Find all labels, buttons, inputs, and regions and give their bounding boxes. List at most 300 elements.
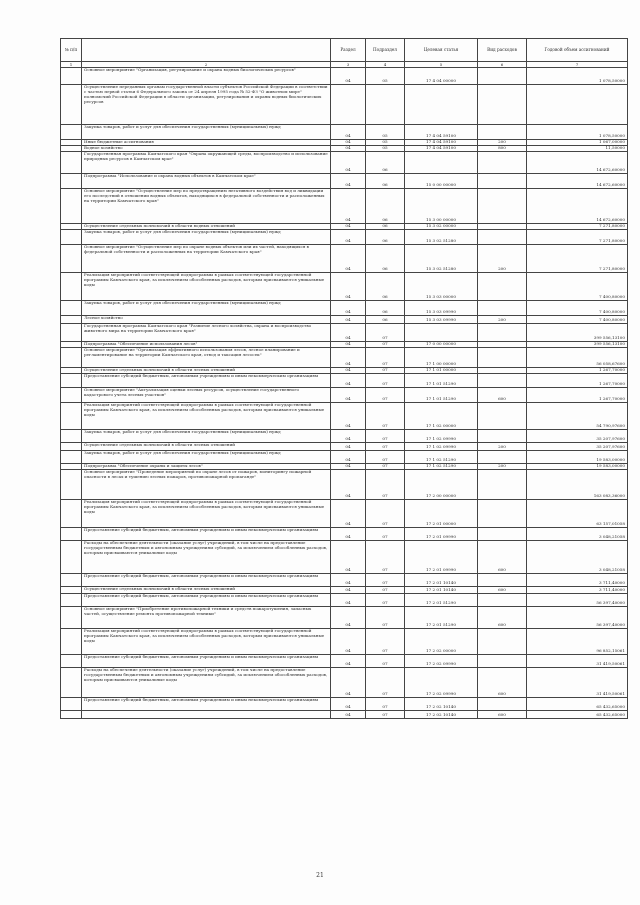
- row-target-article: 17 4 04 59100: [405, 146, 478, 152]
- row-razdel: 04: [331, 470, 366, 500]
- row-expense-type: [478, 451, 527, 464]
- row-name: Осуществление отдельных полномочий в области лесных отношений: [82, 443, 331, 451]
- row-number-cell: [61, 528, 82, 541]
- row-razdel: 04: [331, 574, 366, 587]
- row-expense-type: 600: [478, 388, 527, 403]
- row-target-article: [405, 152, 478, 174]
- row-podrazdel: 06: [366, 152, 405, 174]
- row-podrazdel: 07: [366, 594, 405, 607]
- row-podrazdel: 07: [366, 500, 405, 528]
- row-number-cell: [61, 574, 82, 587]
- row-razdel: 04: [331, 224, 366, 230]
- table-row: [61, 629, 628, 655]
- row-razdel: [331, 85, 366, 125]
- row-name: Иные бюджетные ассигнования: [82, 140, 331, 146]
- row-razdel: 04: [331, 125, 366, 140]
- row-podrazdel: 06: [366, 301, 405, 316]
- row-amount: 56 397,40000: [527, 607, 628, 629]
- page-number: 21: [316, 872, 324, 879]
- row-number-cell: [61, 85, 82, 125]
- row-amount: 1 067,00000: [527, 140, 628, 146]
- row-razdel: 04: [331, 464, 366, 470]
- row-name: Расходы на обеспечение деятельности (оказание услуг) учреждений, в том числе на предоставление государственным бюджетным и автономным учреждениям субсидий, за исключением обособленных расходов, которым присваиваются уникальные коды: [82, 541, 331, 574]
- row-podrazdel: 06: [366, 189, 405, 224]
- row-expense-type: 200: [478, 140, 527, 146]
- row-expense-type: [478, 152, 527, 174]
- row-razdel: 04: [331, 301, 366, 316]
- header-annual-amount: Годовой объем ассигнований: [527, 39, 628, 62]
- row-number-cell: [61, 711, 82, 719]
- row-target-article: 17 2 01 09990: [405, 541, 478, 574]
- row-amount: 31 419,50061: [527, 655, 628, 668]
- row-expense-type: 600: [478, 607, 527, 629]
- row-name: Основное мероприятие "Приобретение противопожарной техники и средств пожаротушения, запасных частей, осуществление ремонта противопожарной техники": [82, 607, 331, 629]
- row-expense-type: 200: [478, 316, 527, 324]
- row-amount: 96 852,15061: [527, 629, 628, 655]
- row-expense-type: 600: [478, 711, 527, 719]
- row-number-cell: [61, 374, 82, 388]
- row-name: Водное хозяйство: [82, 146, 331, 152]
- row-amount: 7 271,80000: [527, 224, 628, 230]
- row-number-cell: [61, 655, 82, 668]
- row-amount: 56 397,40000: [527, 594, 628, 607]
- row-podrazdel: 07: [366, 528, 405, 541]
- row-expense-type: [478, 500, 527, 528]
- row-target-article: 17 1 01 00000: [405, 368, 478, 374]
- row-name: Закупка товаров, работ и услуг для обеспечения государственных (муниципальных) нужд: [82, 430, 331, 443]
- row-podrazdel: 06: [366, 174, 405, 189]
- table-header-row: [61, 39, 628, 62]
- table-row: [61, 668, 628, 698]
- row-podrazdel: 05: [366, 146, 405, 152]
- table-body: [61, 68, 628, 719]
- row-expense-type: [478, 470, 527, 500]
- table-row: [61, 68, 628, 85]
- row-number-cell: [61, 174, 82, 189]
- row-amount: 1 078,50000: [527, 68, 628, 85]
- row-podrazdel: 07: [366, 607, 405, 629]
- row-target-article: 17 4 04 00000: [405, 68, 478, 85]
- row-name: Предоставление субсидий бюджетным, автономным учреждениям и иным некоммерческим организациям: [82, 698, 331, 711]
- row-amount: 7 400,80000: [527, 301, 628, 316]
- row-expense-type: [478, 374, 527, 388]
- row-name: Подпрограмма "Обеспечение охраны и защиты лесов": [82, 464, 331, 470]
- row-podrazdel: 06: [366, 316, 405, 324]
- row-number-cell: [61, 245, 82, 273]
- row-razdel: 04: [331, 316, 366, 324]
- row-name: [82, 711, 331, 719]
- column-number: 3: [331, 62, 366, 68]
- row-amount: 3 048,21058: [527, 528, 628, 541]
- row-amount: 19 583,00000: [527, 464, 628, 470]
- row-number-cell: [61, 629, 82, 655]
- row-expense-type: [478, 528, 527, 541]
- row-name: Государственная программа Камчатского края "Развитие лесного хозяйства, охрана и воспроизводство животного мира на территории Камчатского края": [82, 324, 331, 342]
- row-expense-type: [478, 68, 527, 85]
- header-name: [82, 39, 331, 62]
- row-amount: 7 271,80000: [527, 230, 628, 245]
- row-number-cell: [61, 587, 82, 594]
- row-razdel: 04: [331, 68, 366, 85]
- table-row: [61, 528, 628, 541]
- table-row: [61, 711, 628, 719]
- row-amount: 35 207,97600: [527, 443, 628, 451]
- row-amount: 7 271,80000: [527, 245, 628, 273]
- row-target-article: 15 3 03 09990: [405, 301, 478, 316]
- row-expense-type: 200: [478, 443, 527, 451]
- row-amount: 3 711,40000: [527, 587, 628, 594]
- row-expense-type: [478, 594, 527, 607]
- table-row: [61, 273, 628, 301]
- row-razdel: 04: [331, 368, 366, 374]
- row-podrazdel: [366, 85, 405, 125]
- column-number: 7: [527, 62, 628, 68]
- row-name: Государственная программа Камчатского края "Охрана окружающей среды, воспроизводство и использование природных ресурсов в Камчатском крае": [82, 152, 331, 174]
- row-podrazdel: 07: [366, 374, 405, 388]
- table-row: [61, 655, 628, 668]
- row-podrazdel: 07: [366, 711, 405, 719]
- row-name: Основное мероприятие "Осуществление мер по предотвращению негативного воздействия вод и ликвидации его последствий в отношении водных объектов, находящихся в федеральной собственности и расположенных на территории Камчатского края": [82, 189, 331, 224]
- table-row: [61, 152, 628, 174]
- row-podrazdel: 07: [366, 541, 405, 574]
- row-target-article: 17 1 02 00000: [405, 403, 478, 430]
- row-razdel: 04: [331, 500, 366, 528]
- row-name: Основное мероприятие "Осуществление мер по охране водных объектов или их частей, находящихся в федеральной собственности и расположенных на территории Камчатского края": [82, 245, 331, 273]
- row-podrazdel: 07: [366, 403, 405, 430]
- row-razdel: 04: [331, 430, 366, 443]
- row-razdel: 04: [331, 245, 366, 273]
- row-amount: 35 207,97600: [527, 430, 628, 443]
- row-amount: 65 432,65000: [527, 698, 628, 711]
- row-number-cell: [61, 500, 82, 528]
- table-row: [61, 594, 628, 607]
- row-target-article: 17 2 02 10140: [405, 711, 478, 719]
- row-expense-type: 200: [478, 245, 527, 273]
- row-podrazdel: 05: [366, 125, 405, 140]
- row-razdel: 04: [331, 374, 366, 388]
- row-expense-type: [478, 574, 527, 587]
- row-name: Предоставление субсидий бюджетным, автономным учреждениям и иным некоммерческим организациям: [82, 374, 331, 388]
- row-number-cell: [61, 230, 82, 245]
- row-expense-type: [478, 85, 527, 125]
- row-podrazdel: 07: [366, 698, 405, 711]
- row-expense-type: [478, 174, 527, 189]
- row-amount: 7 400,80000: [527, 273, 628, 301]
- table-row: [61, 316, 628, 324]
- budget-table: [60, 38, 628, 719]
- column-number: 6: [478, 62, 527, 68]
- row-podrazdel: 07: [366, 324, 405, 342]
- row-target-article: 15 3 03 00000: [405, 273, 478, 301]
- row-target-article: 17 1 02 51290: [405, 451, 478, 464]
- row-razdel: 04: [331, 711, 366, 719]
- row-amount: 54 790,97600: [527, 403, 628, 430]
- row-razdel: 04: [331, 273, 366, 301]
- row-number-cell: [61, 668, 82, 698]
- row-amount: 1 267,70000: [527, 368, 628, 374]
- row-podrazdel: 07: [366, 587, 405, 594]
- row-name: Основное мероприятие "Актуализация оценки лесных ресурсов, осуществление государственного кадастрового учета лесных участков": [82, 388, 331, 403]
- row-razdel: 04: [331, 140, 366, 146]
- row-target-article: 15 3 03 09990: [405, 316, 478, 324]
- row-podrazdel: 06: [366, 245, 405, 273]
- row-razdel: 04: [331, 388, 366, 403]
- column-number: 1: [61, 62, 82, 68]
- row-name: Расходы на обеспечение деятельности (оказание услуг) учреждений, в том числе на предоставление государственным бюджетным и автономным учреждениям субсидий, за исключением обособленных расходов, которым присваиваются уникальные коды: [82, 668, 331, 698]
- row-number-cell: [61, 324, 82, 342]
- row-razdel: 04: [331, 594, 366, 607]
- table-row: [61, 189, 628, 224]
- row-amount: 56 058,67600: [527, 348, 628, 368]
- row-podrazdel: 06: [366, 273, 405, 301]
- row-expense-type: [478, 430, 527, 443]
- table-row: [61, 541, 628, 574]
- table-row: [61, 324, 628, 342]
- row-razdel: 04: [331, 174, 366, 189]
- row-podrazdel: 07: [366, 655, 405, 668]
- table-row: [61, 500, 628, 528]
- row-number-cell: [61, 189, 82, 224]
- row-target-article: 17 4 04 59100: [405, 140, 478, 146]
- row-target-article: 17 2 01 51290: [405, 594, 478, 607]
- row-number-cell: [61, 125, 82, 140]
- table-row: [61, 470, 628, 500]
- row-name: Осуществление отдельных полномочий в области водных отношений: [82, 224, 331, 230]
- row-amount: 1 267,70000: [527, 388, 628, 403]
- row-name: Закупка товаров, работ и услуг для обеспечения государственных (муниципальных) нужд: [82, 451, 331, 464]
- row-amount: 163 083,36000: [527, 470, 628, 500]
- table-row: [61, 403, 628, 430]
- row-amount: 31 419,50061: [527, 668, 628, 698]
- row-expense-type: [478, 324, 527, 342]
- row-razdel: 04: [331, 698, 366, 711]
- row-amount: 3 711,40000: [527, 574, 628, 587]
- table-row: [61, 85, 628, 125]
- row-expense-type: [478, 698, 527, 711]
- row-expense-type: 600: [478, 668, 527, 698]
- row-number-cell: [61, 301, 82, 316]
- row-razdel: 04: [331, 629, 366, 655]
- row-name: Предоставление субсидий бюджетным, автономным учреждениям и иным некоммерческим организациям: [82, 528, 331, 541]
- row-podrazdel: 07: [366, 629, 405, 655]
- row-name: Закупка товаров, работ и услуг для обеспечения государственных (муниципальных) нужд: [82, 230, 331, 245]
- row-razdel: 04: [331, 189, 366, 224]
- table-row: [61, 245, 628, 273]
- row-amount: 399 556,13100: [527, 324, 628, 342]
- row-expense-type: [478, 301, 527, 316]
- row-target-article: 15 3 02 51280: [405, 245, 478, 273]
- row-name: Подпрограмма "Использование и охрана водных объектов в Камчатском крае": [82, 174, 331, 189]
- table-row: [61, 174, 628, 189]
- row-expense-type: [478, 655, 527, 668]
- row-razdel: 04: [331, 655, 366, 668]
- row-podrazdel: 07: [366, 470, 405, 500]
- row-razdel: 04: [331, 587, 366, 594]
- row-expense-type: [478, 403, 527, 430]
- row-expense-type: 200: [478, 464, 527, 470]
- row-name: Осуществление отдельных полномочий в области лесных отношений: [82, 368, 331, 374]
- table-row: [61, 607, 628, 629]
- row-podrazdel: 05: [366, 68, 405, 85]
- row-expense-type: [478, 125, 527, 140]
- row-amount: 14 672,60000: [527, 189, 628, 224]
- table-row: [61, 451, 628, 464]
- header-target-article: Целевая статья: [405, 39, 478, 62]
- row-target-article: 17 1 02 09990: [405, 430, 478, 443]
- row-number-cell: [61, 594, 82, 607]
- row-amount: 19 583,00000: [527, 451, 628, 464]
- row-target-article: 15 0 00 00000: [405, 174, 478, 189]
- row-amount: 14 672,60000: [527, 152, 628, 174]
- column-number: 2: [82, 62, 331, 68]
- table-row: [61, 125, 628, 140]
- row-podrazdel: 07: [366, 443, 405, 451]
- row-razdel: 04: [331, 443, 366, 451]
- row-target-article: 15 3 00 00000: [405, 189, 478, 224]
- row-target-article: 17 1 02 09990: [405, 443, 478, 451]
- row-expense-type: 600: [478, 587, 527, 594]
- row-expense-type: [478, 273, 527, 301]
- row-target-article: 17 2 02 09990: [405, 668, 478, 698]
- header-podrazdel: Подраздел: [366, 39, 405, 62]
- row-target-article: 17 4 04 59100: [405, 125, 478, 140]
- row-number-cell: [61, 348, 82, 368]
- row-name: Реализация мероприятий соответствующей подпрограммы в рамках соответствующей государственной программы Камчатского края, за исключением обособленных расходов, которым присваиваются уникальные коды: [82, 403, 331, 430]
- row-name: Предоставление субсидий бюджетным, автономным учреждениям и иным некоммерческим организациям: [82, 574, 331, 587]
- row-razdel: 04: [331, 146, 366, 152]
- row-number-cell: [61, 152, 82, 174]
- row-amount: 7 400,80000: [527, 316, 628, 324]
- row-target-article: 17 2 01 51290: [405, 607, 478, 629]
- row-number-cell: [61, 388, 82, 403]
- row-expense-type: [478, 189, 527, 224]
- row-number-cell: [61, 470, 82, 500]
- row-name: Осуществление отдельных полномочий в области лесных отношений: [82, 587, 331, 594]
- row-target-article: 17 1 00 00000: [405, 348, 478, 368]
- table-row: [61, 698, 628, 711]
- row-name: Закупка товаров, работ и услуг для обеспечения государственных (муниципальных) нужд: [82, 125, 331, 140]
- row-amount: 1 267,70000: [527, 374, 628, 388]
- row-target-article: 17 1 02 51290: [405, 464, 478, 470]
- row-expense-type: [478, 230, 527, 245]
- row-expense-type: [478, 629, 527, 655]
- row-podrazdel: 07: [366, 451, 405, 464]
- row-name: Реализация мероприятий соответствующей подпрограммы в рамках соответствующей государственной программы Камчатского края, за исключением обособленных расходов, которым присваиваются уникальные коды: [82, 500, 331, 528]
- row-amount: 1 078,50000: [527, 125, 628, 140]
- row-target-article: 15 3 02 51280: [405, 230, 478, 245]
- row-amount: 63 157,01058: [527, 500, 628, 528]
- row-podrazdel: 07: [366, 574, 405, 587]
- row-number-cell: [61, 698, 82, 711]
- row-target-article: 17 1 01 51290: [405, 374, 478, 388]
- row-razdel: 04: [331, 528, 366, 541]
- row-amount: 14 672,60000: [527, 174, 628, 189]
- row-name: Основное мероприятие "Проведение мероприятий по охране лесов от пожаров, мониторингу пожарной опасности в лесах и тушению лесных пожаров, противопожарной пропаганде": [82, 470, 331, 500]
- row-podrazdel: 06: [366, 230, 405, 245]
- row-razdel: 04: [331, 152, 366, 174]
- row-podrazdel: 07: [366, 388, 405, 403]
- row-name: Осуществление переданных органам государственной власти субъектов Российской Федерации в соответствии с частью первой статьи 6 Федерального закона от 24 апреля 1995 года № 52-ФЗ "О животном мире" полномочий Российской Федерации в области организации, регулирования и охраны водных биологических ресурсов: [82, 85, 331, 125]
- row-target-article: 17 2 01 10140: [405, 587, 478, 594]
- table-row: [61, 430, 628, 443]
- table-row: [61, 374, 628, 388]
- row-number-cell: [61, 273, 82, 301]
- row-number-cell: [61, 430, 82, 443]
- row-number-cell: [61, 443, 82, 451]
- row-razdel: 04: [331, 451, 366, 464]
- row-razdel: 04: [331, 342, 366, 348]
- table-row: [61, 587, 628, 594]
- row-number-cell: [61, 451, 82, 464]
- row-podrazdel: 07: [366, 368, 405, 374]
- row-name: Реализация мероприятий соответствующей подпрограммы в рамках соответствующей государственной программы Камчатского края, за исключением обособленных расходов, которым присваиваются уникальные коды: [82, 273, 331, 301]
- row-razdel: 04: [331, 668, 366, 698]
- row-podrazdel: 05: [366, 140, 405, 146]
- row-target-article: 17 2 01 09990: [405, 528, 478, 541]
- table-row: [61, 574, 628, 587]
- row-target-article: [405, 85, 478, 125]
- column-number: 4: [366, 62, 405, 68]
- row-name: Лесное хозяйство: [82, 316, 331, 324]
- row-number-cell: [61, 316, 82, 324]
- row-target-article: 17 2 02 09990: [405, 655, 478, 668]
- table-row: [61, 443, 628, 451]
- row-target-article: 17 2 01 00000: [405, 500, 478, 528]
- row-target-article: 17 2 02 00000: [405, 629, 478, 655]
- row-target-article: 17 0 00 00000: [405, 342, 478, 348]
- row-number-cell: [61, 607, 82, 629]
- row-number-cell: [61, 403, 82, 430]
- table-row: [61, 388, 628, 403]
- row-target-article: 17 2 00 00000: [405, 470, 478, 500]
- row-amount: 3 048,21058: [527, 541, 628, 574]
- row-name: Предоставление субсидий бюджетным, автономным учреждениям и иным некоммерческим организациям: [82, 594, 331, 607]
- row-amount: 399 556,13100: [527, 342, 628, 348]
- row-name: Основное мероприятие "Организация эффективного использования лесов, лесное планирование и регламентирование на территории Камчатского края, отвод и таксация лесосек": [82, 348, 331, 368]
- row-razdel: 04: [331, 230, 366, 245]
- row-razdel: 04: [331, 607, 366, 629]
- row-razdel: 04: [331, 403, 366, 430]
- row-podrazdel: 06: [366, 224, 405, 230]
- row-number-cell: [61, 68, 82, 85]
- table-row: [61, 230, 628, 245]
- row-target-article: 17 1 01 51290: [405, 388, 478, 403]
- row-podrazdel: 07: [366, 464, 405, 470]
- row-razdel: 04: [331, 324, 366, 342]
- row-name: Предоставление субсидий бюджетным, автономным учреждениям и иным некоммерческим организациям: [82, 655, 331, 668]
- row-name: Подпрограмма "Обеспечение использования лесов": [82, 342, 331, 348]
- row-target-article: 15 3 02 00000: [405, 224, 478, 230]
- row-expense-type: 800: [478, 146, 527, 152]
- row-number-cell: [61, 541, 82, 574]
- row-podrazdel: 07: [366, 348, 405, 368]
- row-expense-type: 600: [478, 541, 527, 574]
- row-razdel: 04: [331, 541, 366, 574]
- row-amount: 11,50000: [527, 146, 628, 152]
- row-expense-type: [478, 348, 527, 368]
- column-number: 5: [405, 62, 478, 68]
- row-target-article: [405, 324, 478, 342]
- header-number: № п/п: [61, 39, 82, 62]
- table-row: [61, 348, 628, 368]
- header-expense-type: Вид расходов: [478, 39, 527, 62]
- row-amount: [527, 85, 628, 125]
- row-podrazdel: 07: [366, 342, 405, 348]
- row-podrazdel: 07: [366, 430, 405, 443]
- row-target-article: 17 2 01 10140: [405, 574, 478, 587]
- row-amount: 65 432,65000: [527, 711, 628, 719]
- row-razdel: 04: [331, 348, 366, 368]
